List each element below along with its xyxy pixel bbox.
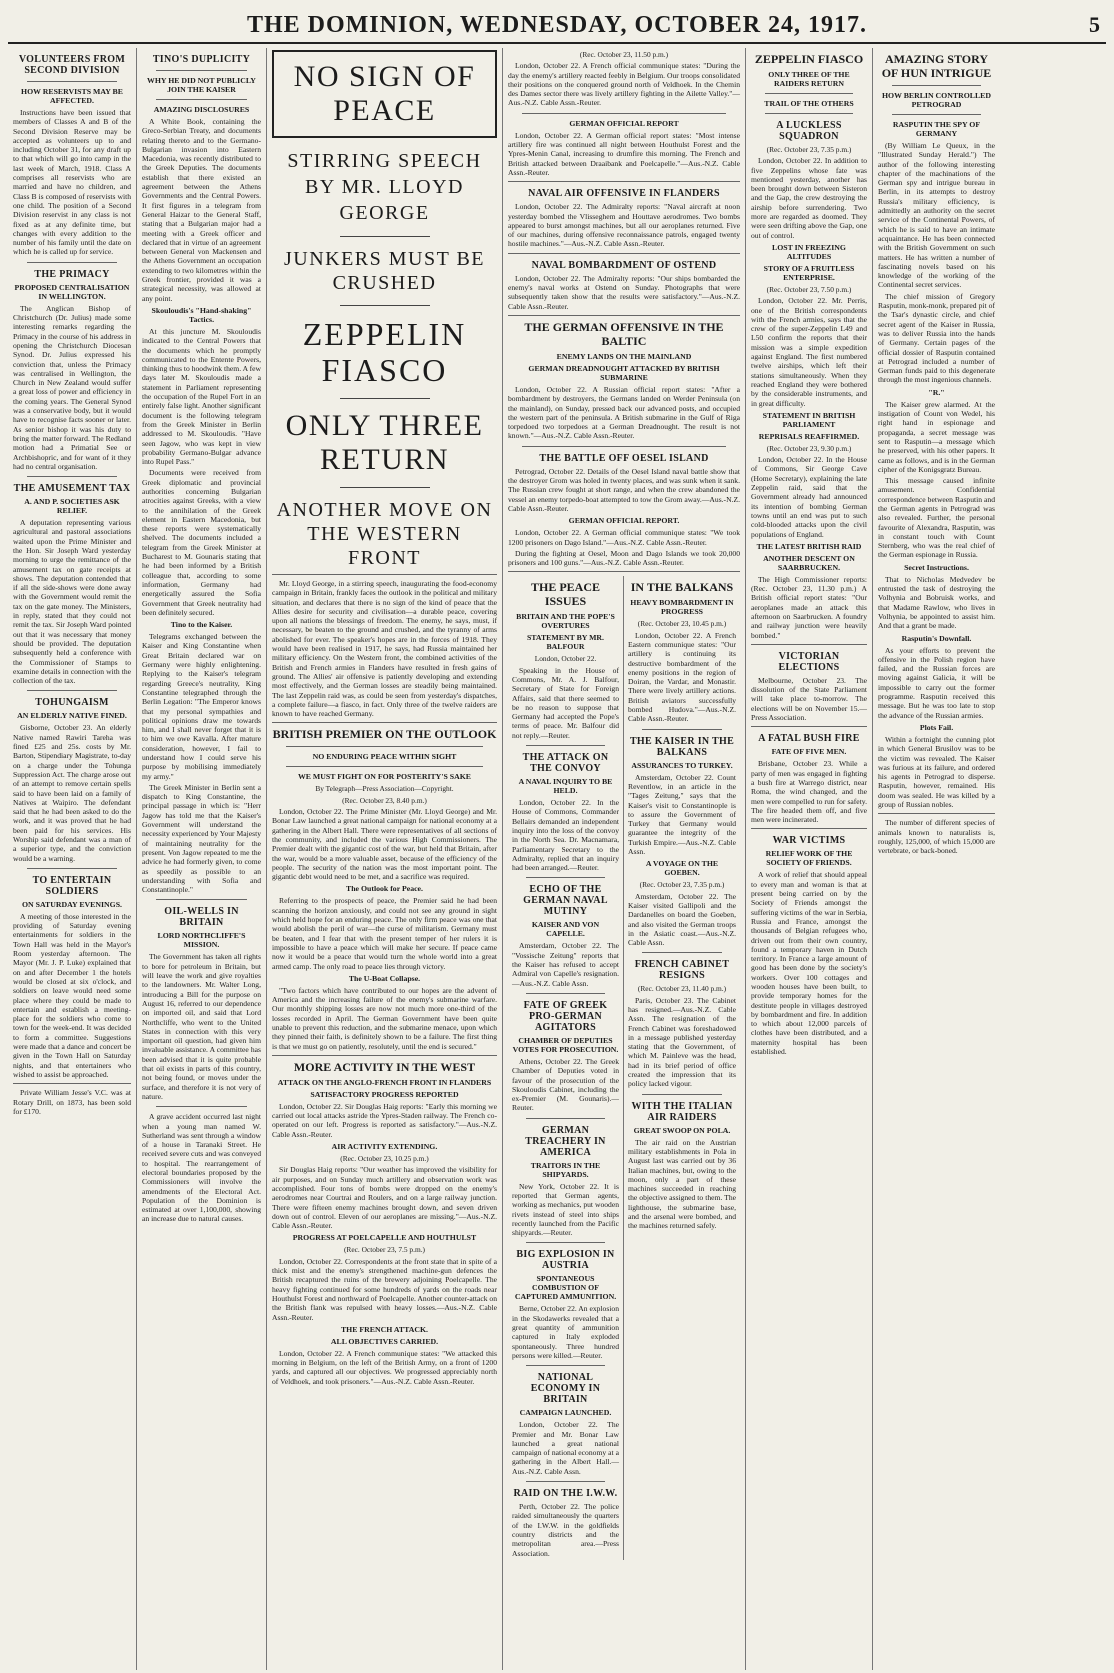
headline: GERMAN TREACHERY IN AMERICA	[525, 1124, 606, 1158]
divider	[340, 398, 430, 399]
subheadline: SATISFACTORY PROGRESS REPORTED	[310, 1089, 459, 1099]
article-body: Brisbane, October 23. While a party of men was engaged in fighting a bush fire at Warrego district, near Roma, the wind changed, and the men were compelled to run for safety. The fire headed them off, and five men were incinerated.	[751, 759, 867, 825]
divider	[27, 868, 117, 869]
divider	[27, 690, 117, 691]
column-2	[137, 48, 267, 1670]
subheadline: TRAIL OF THE OTHERS	[764, 99, 854, 108]
subheadline: Tino to the Kaiser.	[170, 620, 233, 630]
subheadline: AIR ACTIVITY EXTENDING.	[331, 1142, 438, 1152]
dateline: (Rec. October 23, 7.35 p.m.)	[766, 145, 852, 154]
headline: OIL-WELLS IN BRITAIN	[164, 906, 239, 929]
divider	[508, 315, 740, 316]
headline: TINO'S DUPLICITY	[152, 54, 251, 65]
article-body: (By William Le Queux, in the "Illustrated Sunday Herald.") The author of the following interesting chapter of the machinations of the German spy and intrigue bureau in Berlin, in its attempts to destroy Russia's military efficiency, is admittedly an authority on the secret service of the Continental Powers, of which he is said to have an intimate acquaintance. He has been connected with the British Government on such matters. He has written a number of fascinating novels based on his knowledge of the working of the Continental secret services.	[878, 141, 995, 290]
divider	[286, 746, 483, 747]
article-body: During the fighting at Oesel, Moon and Dago Islands we took 20,000 prisoners and 100 guns."—Aus.-N.Z. Cable Assn.-Reuter.	[508, 548, 740, 568]
subheadline: Skouloudis's "Hand-shaking" Tactics.	[151, 305, 252, 324]
divider	[526, 1118, 605, 1119]
subheadline: Rasputin's Downfall.	[901, 633, 972, 643]
dateline: (Rec. October 23, 10.25 p.m.)	[340, 1154, 429, 1164]
article-body: The chief mission of Gregory Rasputin, monk-monk, prepared pit of the Tsar's dynastic circle, and chief secret agent of the Kaiser in Russia, was to deliver Russia into the hands of Germany. Certain pages of the official dossier of Rasputin contained at Petrograd included a number of German funds paid to this degenerate through the most ingenious channels.	[878, 291, 995, 385]
headline: IN THE BALKANS	[630, 580, 734, 595]
article-body: A grave accident occurred last night when a young man named W. Sutherland was sent through a window of a house in Taranaki Street. He received severe cuts and was conveyed to hospital. The rearrangement of electoral boundaries proposed by the Commissioners will involve the amendments of the Electoral Act. Population of the Dominion is estimated at over 1,100,000, showing an increase due to natural causes.	[142, 1112, 261, 1224]
subheadline: CAMPAIGN LAUNCHED.	[519, 1408, 612, 1418]
subheadline: SPONTANEOUS COMBUSTION OF CAPTURED AMMUNITION.	[514, 1274, 617, 1302]
article-body: A meeting of those interested in the providing of Saturday evening entertainments for soldiers in the Town Hall was held in the Mayor's Room yesterday afternoon. The Mayor (Mr. J. P. Luke) explained that on and after December 1 the hotels would be closed at six o'clock, and soldiers on leave would need some place where they could be made to entertain and establish a meeting-place for the soldiers who come to town for the week-end. It was decided to form a committee. Suggestions were made that a dance and concert be given in the Town Hall on Saturday nights, and that entertainers who wished to assist be approached.	[13, 911, 131, 1079]
headline: THE BATTLE OFF OESEL ISLAND	[539, 452, 709, 464]
article-body: As your efforts to prevent the offensive in the Polish region have failed, and the Russian forces are moving against Galicia, it will be impossible to carry out the former programme. Rasputin received this message. But he was too late to stop the advance of the Russian armies.	[878, 645, 995, 720]
article-body: A deputation representing various agricultural and pastoral associations waited upon the Prime Minister and the Hon. Sir Joseph Ward yesterday morning to urge the remittance of the amusement tax on gate receipts at shows. The deputation contended that if all the side-shows were done away with the Government would remit the tax on the gate money. The Ministers, in reply, stated that they could not remit the tax. Sir Joseph Ward pointed out that it was necessary that money should be provided. The deputation subsequently held a conference with the Commissioner of Stamps to examine details in connection with the collection of the tax.	[13, 518, 131, 686]
article-body: London, October 22. A French Eastern communique states: "Our artillery is continuing its destructive bombardment of the enemy positions in the region of Doiran, the Vardar, and Monastir. There were lively artillery actions. British aviators successfully bombed Hudova."—Aus.-N.Z. Cable Assn.-Reuter.	[628, 630, 736, 724]
dateline: (Rec. October 23, 10.45 p.m.)	[637, 619, 727, 629]
article-body: Berne, October 22. An explosion in the Skodawerks revealed that a great quantity of ammunition captured in Italy exploded spontaneously. Three hundred persons were killed.—Reuter.	[512, 1304, 619, 1360]
article-body: Amsterdam, October 22. The Kaiser visited Gallipoli and the Dardanelles on board the Goeben, and also visited the German troops in the Asiatic coast.—Aus.-N.Z. Cable Assn.	[628, 891, 736, 948]
divider	[751, 726, 867, 727]
article-body: A work of relief that should appeal to every man and woman is that at present being carried on by the Society of Friends amongst the suffering victims of the war in Serbia, Russia and France, amongst the thousands of Belgian refugees who, driven out from their own country, found a temporary haven in Dutch territory. In France a large amount of good has been done by the society's workers. Over 100 cottages and wooden houses have been built, to provide temporary homes for the destitute people in villages destroyed by bombardment and fire. In addition to which about 12,000 parcels of clothes have been distributed, and a maternity hospital has been established.	[751, 870, 867, 1057]
article-body: Sir Douglas Haig reports: "Our weather has improved the visibility for air purposes, and on Sunday much artillery and observation work was accomplished. Four tons of bombs were dropped on the enemy's aerodromes near Courtrai and Roulers, and on a large railway junction. There were fifteen enemy machines brought down, and seven driven down out of control. Eleven of our aeroplanes are missing."—Aus.-N.Z. Cable Assn.-Reuter.	[272, 1165, 497, 1231]
article-body: The High Commissioner reports: (Rec. October 23, 11.30 p.m.) A British official report states: "Our aeroplanes made an attack this afternoon on Saarbrucken. A foundry and railway junction were heavily bombed."	[751, 574, 867, 640]
divider	[526, 1365, 605, 1366]
headline: THE AMUSEMENT TAX	[13, 483, 131, 495]
headline: TOHUNGAISM	[35, 697, 109, 709]
subheadline: HOW BERLIN CONTROLLED PETROGRAD	[881, 91, 992, 109]
divider	[642, 1094, 722, 1095]
subheadline: WHY HE DID NOT PUBLICLY JOIN THE KAISER	[147, 76, 256, 94]
divider	[765, 113, 853, 114]
article-body: London, October 22. In the House of Commons, Commander Bellairs demanded an independent inquiry into the loss of the convoy in the North Sea. Dr. Macnamara, Parliamentary Secretary to the Admiralty, replied that an inquiry had been arranged.—Reuter.	[512, 798, 619, 873]
article-body: Amsterdam, October 22. Count Reventlow, in an article in the "Tages Zeitung," says that the Kaiser's visit to Constantinople is to assure the Government of Turkey that Germany would guarantee the integrity of the Turkish Empire.—Aus.-N.Z. Cable Assn.	[628, 772, 736, 857]
subheadline: PROPOSED CENTRALISATION IN WELLINGTON.	[14, 282, 130, 301]
article-body: London, October 22. Mr. Perris, one of the British correspondents with the French armies, says that the crew of the super-Zeppelin L49 and L50 confirm the reports that their mission was a simple expedition against England. The first numbered twelve airships, which left their stations simultaneously. When they reached England they were bothered by the considerable instruments, and in great difficulty.	[751, 296, 867, 408]
headline: ZEPPELIN FIASCO	[754, 52, 864, 66]
subheadline: Secret Instructions.	[904, 562, 969, 572]
column-4	[503, 48, 746, 1670]
divider	[526, 877, 605, 878]
subheadline: STORY OF A FRUITLESS ENTERPRISE.	[763, 263, 855, 282]
divider	[526, 745, 605, 746]
divider	[272, 722, 497, 723]
subheadline: The U-Boat Collapse.	[348, 973, 421, 983]
divider	[272, 1055, 497, 1056]
headline: AMAZING STORY OF HUN INTRIGUE	[881, 52, 992, 80]
divider	[892, 85, 981, 86]
subheadline: GERMAN DREADNOUGHT ATTACKED BY BRITISH SUBMARINE	[528, 363, 720, 382]
article-body: London, October 22. Sir Douglas Haig reports: "Early this morning we carried out local attacks astride the Ypres-Staden railway. The French co-operated on our left. Progress is reported as satisfactory."—Aus.-N.Z. Cable Assn.-Reuter.	[272, 1101, 497, 1139]
subheadline: ANOTHER DESCENT ON SAARBRUCKEN.	[763, 553, 855, 572]
dateline: (Rec. October 23, 11.50 p.m.)	[579, 50, 669, 59]
article-body: London, October 22. A French official communique states: "During the day the enemy's artillery reacted feebly in Belgium. Our troops consolidated their positions on the conquered ground north of Veldhoek. In the Chemin des Dames sector there was lively artillery fighting in the Ailette Valley."—Aus.-N.Z. Cable Assn.-Reuter.	[508, 61, 740, 108]
masthead	[8, 6, 1106, 44]
subheadline: CHAMBER OF DEPUTIES VOTES FOR PROSECUTION.	[512, 1035, 619, 1054]
split-section	[508, 576, 740, 1559]
dateline: (Rec. October 23, 7.35 p.m.)	[639, 880, 725, 890]
deck-headline: ANOTHER MOVE ON THE WESTERN FRONT	[276, 499, 493, 569]
divider	[526, 1242, 605, 1243]
article-body: The Government has taken all rights to bore for petroleum in Britain, but will leave the work and give royalties to the landowners. Mr. Walter Long, introducing a Bill for the purpose on August 16, referred to our dependence on imported oil, and said that Lord Northcliffe, who went to the United States in connection with this very important oil question, had given him invaluable assistance. A committee has been advised that it is quite probable that oil exists in parts of this country, not being found, or moves under the surface, and therefore it is not very of nature.	[142, 952, 261, 1101]
article-body: London, October 22. A French communique states: "We attacked this morning in Belgium, on the left of the British Army, on a front of 1200 yards, and captured all our objectives. We progressed appreciably north of Veldhoek, and took prisoners."—Aus.-N.Z. Cable Assn.-Reuter.	[272, 1348, 497, 1386]
article-body: That to Nicholas Medvedev be entrusted the task of destroying the Volhynia and Bobruisk works, and that Madame Rawlow, who lives in Volhynia, be appointed to assist him. And that a grant be made.	[878, 574, 995, 631]
subheadline: RELIEF WORK OF THE SOCIETY OF FRIENDS.	[765, 849, 853, 868]
divider	[340, 236, 430, 237]
divider	[156, 70, 247, 71]
article-body: Within a fortnight the cunning plot in which General Brusilov was to be the victim was revealed. The Kaiser was furious at its failure, and ordered his agents in Petrograd to disperse. Rasputin, however, remained. His doom was sealed. He was killed by a group of Russian nobles.	[878, 734, 995, 809]
divider	[27, 476, 117, 477]
article-body: Documents were received from Greek diplomatic and provincial authorities concerning Bulgarian atrocities against Greeks, with a view to the annihilation of the Greek element in Eastern Macedonia, but these reports were systematically shelved. The documents included a telegram from the Greek Minister at Bucharest to M. Gounaris stating that he had been informed by a British colleague that, according to some information, Germany had energetically assured the Sofia Government that Greek neutrality had been definitely secured.	[142, 468, 261, 617]
headline: VOLUNTEERS FROM SECOND DIVISION	[18, 54, 126, 76]
subheadline: A VOYAGE ON THE GOEBEN.	[645, 859, 719, 878]
subheadline: GREAT SWOOP ON POLA.	[633, 1125, 731, 1135]
headline: NATIONAL ECONOMY IN BRITAIN	[530, 1372, 601, 1406]
subheadline: THE FRENCH ATTACK.	[340, 1324, 428, 1334]
column-1	[8, 48, 137, 1670]
divider	[765, 93, 853, 94]
column-5	[746, 48, 873, 1670]
divider	[286, 766, 483, 767]
article-body: London, October 22. The Prime Minister (Mr. Lloyd George) and Mr. Bonar Law launched a great national campaign for national economy at a gathering in the Albert Hall. There were representatives of all sections of the community, and included the various High Commissioners. The Premier dealt with the gigantic cost of the war, but held that Britain, after the war, would be a more valuable asset, because of the efficiency of the people. The security of the nation was the most important point. The gigantic debt would need to be met, and a sacrifice was required.	[272, 807, 497, 882]
subheadline: ON SATURDAY EVENINGS.	[21, 899, 122, 909]
subheadline: RASPUTIN THE SPY OF GERMANY	[892, 120, 981, 138]
divider	[526, 1481, 605, 1482]
subheadline: ASSURANCES TO TURKEY.	[631, 760, 733, 770]
subheadline: REPRISALS REAFFIRMED.	[758, 431, 860, 441]
divider	[508, 571, 740, 572]
subheadline: HEAVY BOMBARDMENT IN PROGRESS	[630, 598, 734, 617]
article-body: Referring to the prospects of peace, the Premier said he had been scanning the horizon anxiously, and could not see any ground in sight which held hope for an enduring peace. The only firm peace was one that would abolish the peril of war—the curse of militarism. Germany must be beaten, and I fear that with the present temper of her rulers it is impossible to have a peace which will make her secure. If peace came now it would be a peace that would turn the whole world into a great armed camp. The only road to peace lies through victory.	[272, 896, 497, 971]
divider	[156, 1106, 247, 1107]
dateline: (Rec. October 23, 7.5 p.m.)	[343, 1245, 426, 1255]
article-body: London, October 22. A Russian official report states: "After a bombardment by destroyers, the Germans landed on Werder Peninsula (on the mainland), on Sunday, pressed back our advanced posts, and occupied the western part of the peninsula. A British submarine in the Gulf of Riga torpedoed two torpedoes at a German Dreadnought. The result is not known."—Aus.-N.Z. Cable Assn.-Reuter.	[508, 384, 740, 441]
deck-headline: ZEPPELIN FIASCO	[302, 316, 467, 388]
subheadline: LORD NORTHCLIFFE'S MISSION.	[157, 931, 246, 950]
headline: TO ENTERTAIN SOLDIERS	[32, 874, 112, 897]
headline: NAVAL AIR OFFENSIVE IN FLANDERS	[528, 188, 720, 200]
divider	[156, 99, 247, 100]
subheadline: ATTACK ON THE ANGLO-FRENCH FRONT IN FLANDERS	[277, 1077, 492, 1087]
headline: NAVAL BOMBARDMENT OF OSTEND	[531, 259, 717, 271]
dateline: (Rec. October 23, 8.40 p.m.)	[342, 795, 427, 805]
headline: MORE ACTIVITY IN THE WEST	[293, 1059, 476, 1074]
divider	[522, 446, 726, 447]
split-left	[508, 576, 624, 1559]
headline: VICTORIAN ELECTIONS	[778, 650, 840, 673]
article-body: London, October 22. The Admiralty reports: "Naval aircraft at noon yesterday bombed the Vlisseghem and Houttave aerodromes. Two bombs appeared to burst amongst machines, but all our aeroplanes returned. Five of our machines, during offensive reconnaissance patrols, engaged twenty hostile machines."—Aus.-N.Z. Cable Assn.-Reuter.	[508, 202, 740, 249]
article-body: New York, October 22. It is reported that German agents, working as mechanics, put wooden rivets instead of steel into ships recently launched from the Pacific shipyards.—Reuter.	[512, 1181, 619, 1238]
dateline: By Telegraph—Press Association—Copyright.	[315, 784, 454, 794]
headline: ECHO OF THE GERMAN NAVAL MUTINY	[523, 884, 608, 918]
headline: WAR VICTIMS	[772, 835, 846, 847]
divider	[526, 993, 605, 994]
divider	[13, 1083, 131, 1084]
headline: FRENCH CABINET RESIGNS	[634, 959, 730, 982]
article-body: The number of different species of animals known to naturalists is, roughly, 125,000, of which 15,000 are vertebrate, or back-boned.	[878, 818, 995, 856]
subheadline: The Outlook for Peace.	[346, 884, 423, 894]
article-body: Speaking in the House of Commons, Mr. A. J. Balfour, Secretary of State for Foreign Affairs, said that there seemed to be no reason to suppose that Germany had accepted the Pope's terms of peace. Mr. Balfour did not reply.—Reuter.	[512, 665, 619, 740]
divider	[156, 899, 247, 900]
column-6	[873, 48, 1000, 1670]
article-body: London, October 22. In the House of Commons, Sir George Cave (Home Secretary), explaining the late Zeppelin raid, said that the Government already had announced its intention of bombing German towns until an end was put to such cold-blooded attacks upon the civil populations of England.	[751, 455, 867, 539]
divider	[892, 114, 981, 115]
divider	[508, 253, 740, 254]
divider	[751, 828, 867, 829]
article-body: Telegrams exchanged between the Kaiser and King Constantine when Great Britain declared war on Germany were highly enlightening. Replying to the Kaiser's telegram regarding Greece's neutrality, King Constantine telegraphed through the Berlin Legation: "The Emperor knows that my personal sympathies and political opinions draw me towards him, and I shall never forget that it is to him we owe Kavalla. After mature consideration, however, I fail to understand how I could serve his purpose by mobilising immediately my army."	[142, 632, 261, 781]
article-body: Petrograd, October 22. Details of the Oesel Island naval battle show that the destroyer Grom was holed in twenty places, and was sunk when it sank. The Russian crew fought at short range, and when the crew abandoned the vessel an enemy torpedo-boat attempted to tow the Grom away.—Aus.-N.Z. Cable Assn.-Reuter.	[508, 466, 740, 513]
subheadline: AN ELDERLY NATIVE FINED.	[17, 711, 127, 721]
split-right	[624, 576, 740, 1559]
subheadline: PROGRESS AT POELCAPELLE AND HOUTHULST	[292, 1233, 477, 1243]
divider	[27, 262, 117, 263]
divider	[27, 81, 117, 82]
divider	[272, 574, 497, 575]
headline: BRITISH PREMIER ON THE OUTLOOK	[272, 727, 497, 742]
subheadline: LOST IN FREEZING ALTITUDES	[772, 242, 846, 261]
subheadline: ALL OBJECTIVES CARRIED.	[330, 1336, 439, 1346]
article-body: "Two factors which have contributed to our hopes are the advent of America and the increasing failure of the enemy's submarine warfare. Our monthly shipping losses are now not much more one-third of the losses recorded in April. The German Government have been quite unable to prevent this reduction, and the submarine menace, upon which they pinned their faith, is definitely shown to be a failure. The first thing is that we must go on patiently, resolutely, until the end is secured."	[272, 985, 497, 1051]
article-body: The air raid on the Austrian military establishments in Pola in August last was carried out by 36 Italian machines, but, owing to the moon, only a part of these machines succeeded in reaching the objective assigned to them. The lighthouse, the submarine base, and the arsenal were bombed, and the machines returned safely.	[628, 1137, 736, 1231]
divider	[878, 813, 995, 814]
subheadline: WE MUST FIGHT ON FOR POSTERITY'S SAKE	[297, 772, 471, 782]
divider	[340, 305, 430, 306]
subheadline: GERMAN OFFICIAL REPORT.	[568, 516, 680, 526]
subheadline: TRAITORS IN THE SHIPYARDS.	[530, 1160, 601, 1179]
article-body: Perth, October 22. The police raided simultaneously the quarters of the I.W.W. in the goldfields country districts and the metropolitan area.—Press Association.	[512, 1502, 619, 1558]
article-body: London, October 22. A German official report states: "Most intense artillery fire was continued all night between Houthulst Forest and the Ypres-Menin Canal, increasing to drumfire this morning. The French and British attacked between Draaibank and Poelcapelle."—Aus.-N.Z. Cable Assn.-Reuter.	[508, 130, 740, 177]
divider	[340, 487, 430, 488]
subheadline: FATE OF FIVE MEN.	[771, 747, 847, 757]
subheadline: A NAVAL INQUIRY TO BE HELD.	[518, 777, 613, 796]
headline: THE GERMAN OFFENSIVE IN THE BALTIC	[524, 319, 724, 348]
deck-headline: STIRRING SPEECH BY MR. LLOYD GEORGE	[287, 150, 482, 224]
article-body: London, October 22. Correspondents at the front state that in spite of a thick mist and the enemy's strengthened machine-gun defences the British recaptured the ruins of the brewery adjoining Poelcapelle. The heavy fighting continued for some hundreds of yards on the roads near Houthulst Forest and northward of Poelcapelle. Another counter-attack on the British flank was repulsed with heavy losses.—Aus.-N.Z. Cable Assn.-Reuter.	[272, 1256, 497, 1322]
headline: FATE OF GREEK PRO-GERMAN AGITATORS	[523, 999, 608, 1033]
article-body: Melbourne, October 23. The dissolution of the State Parliament will take place to-morrow. The elections will be on November 15.—Press Association.	[751, 675, 867, 723]
article-body: Private William Jesse's V.C. was at Rotary Drill, on 1873, has been sold for £170.	[13, 1088, 131, 1116]
article-body: London, October 22. A German official communique states: "We took 1200 prisoners on Dago Island."—Aus.-N.Z. Cable Assn.-Reuter.	[508, 528, 740, 547]
article-body: London, October 22. The Premier and Mr. Bonar Law launched a great national campaign of national economy at a gathering in the Albert Hall.—Aus.-N.Z. Cable Assn.	[512, 1420, 619, 1476]
article-body: The Kaiser grew alarmed. At the instigation of Count von Wedel, his right hand in espionage and propaganda, a secret message was sent to Rasputin—a message which he preserved, with his other papers. It came as follows, and is in the German cipher of the Konigsgratz Bureau.	[878, 399, 995, 474]
article-intro: Mr. Lloyd George, in a stirring speech, inaugurating the food-economy campaign in Britain, frankly faces the outlook in the political and military situation, and declares that there is no sign of the kind of peace that the Allies desire for security and civilisation—a durable peace, covering upon all nations the blessings of freedom. The enemy, he says, must, if necessary, be beaten to the ground and crushed, and the tyranny of arms abolished for ever. The speaker's hopes are in the forces of 1918. They would have been realised in 1917, he says, had Russia maintained her military efficiency. On the Western front, the combined activities of the British and French armies in Flanders have resulted in fresh gains of ground. The Allies' air offensive is patiently developing and extending most effectively, and the German losses are steadily being maintained. The last Zeppelin raid was, as could be seen from yesterday's dispatches, a complete failure—a fiasco, in fact. Only three of the twelve raiders are known to have reached Germany.	[272, 579, 497, 719]
headline: WITH THE ITALIAN AIR RAIDERS	[631, 1100, 733, 1123]
subheadline: BRITAIN AND THE POPE'S OVERTURES	[516, 612, 615, 631]
article-body: The Anglican Bishop of Christchurch (Dr. Julius) made some interesting remarks regarding the Primacy in the course of his address in opening the Christchurch Diocesan Synod. Dr. Julius expressed his conviction that, unless the Primacy was centralised in Wellington, the Church in New Zealand would suffer a great loss of power and efficiency in the coming years. The General Synod was a conservative body, but it would have to recognise facts sooner or later. As senior bishop it was his duty to bring the matter forward. The Redland motion had a Primatial See or Archbishopric, and for want of it they had no central organisation.	[13, 303, 131, 471]
dateline: (Rec. October 23, 11.40 p.m.)	[637, 984, 727, 994]
subheadline: "R."	[928, 387, 945, 397]
subheadline: A. AND P. SOCIETIES ASK RELIEF.	[24, 497, 120, 516]
divider	[508, 181, 740, 182]
headline: A LUCKLESS SQUADRON	[776, 120, 842, 142]
masthead-title: THE DOMINION, WEDNESDAY, OCTOBER 24, 1917.	[246, 12, 868, 38]
subheadline: STATEMENT BY MR. BALFOUR	[526, 633, 605, 652]
divider	[522, 113, 726, 114]
headline: THE ATTACK ON THE CONVOY	[522, 752, 609, 775]
subheadline: AMAZING DISCLOSURES	[153, 105, 250, 114]
subheadline: ENEMY LANDS ON THE MAINLAND	[556, 351, 692, 361]
subheadline: GERMAN OFFICIAL REPORT	[569, 118, 679, 128]
headline: THE KAISER IN THE BALKANS	[629, 735, 735, 758]
subheadline: NO ENDURING PEACE WITHIN SIGHT	[312, 752, 457, 762]
deck-headline: ONLY THREE RETURN	[285, 409, 484, 476]
subheadline: KAISER AND VON CAPELLE.	[531, 920, 600, 939]
subheadline: Plots Fail.	[919, 722, 954, 732]
article-body: A White Book, containing the Greco-Serbian Treaty, and documents relating thereto and to the Germano-Bulgarian invasion into Eastern Macedonia, was recently distributed to the Greek Deputies. The documents establish that there existed an agreement between the Athens Governments and the Central Powers. It first figures in a telegram from General Haizar to the General Staff, stating that a Bulgarian major had a meeting with a Greek officer and declared that in virtue of an agreement between General von Mackensen and the Athens Government an occupation extending to two kilometres within the Greek frontier, provided it was a strategical necessity, was allowed at any point.	[142, 117, 261, 303]
article-body: London, October 22. In addition to five Zeppelins whose fate was mentioned yesterday, another has been brought down between Sisteron and the Gap, the crew destroying the airship before surrendering. Two more are regarded as doomed. They were seen drifting above the Gap, one out of control.	[751, 156, 867, 240]
headline: BIG EXPLOSION IN AUSTRIA	[516, 1249, 615, 1272]
headline: A FATAL BUSH FIRE	[758, 733, 860, 745]
subheadline: STATEMENT IN BRITISH PARLIAMENT	[762, 410, 856, 429]
article-body: Amsterdam, October 22. The "Vossische Zeitung" reports that the Kaiser has refused to accept Admiral von Capelle's resignation.—Aus.-N.Z. Cable Assn.	[512, 941, 619, 988]
article-body: Athens, October 22. The Greek Chamber of Deputies voted in favour of the prosecution of the Skouloudis Cabinet, including the ex-Premier (M. Gounaris).—Reuter.	[512, 1056, 619, 1113]
article-body: Instructions have been issued that members of Classes A and B of the Second Division Reserve may be accepted as volunteers up to and including October 31, for any draft up to that which will go into camp in the last week of March, 1918. Class A comprises all reservists who are married and have no children, and Class B is composed of reservists with one child. The position of a Second Division reservist in any class is not fixed as at any definite time, but changes with every addition to the number of his family until the date on which he is called up for service.	[13, 108, 131, 257]
subheadline: ONLY THREE OF THE RAIDERS RETURN	[768, 70, 850, 88]
deck-headline: JUNKERS MUST BE CRUSHED	[283, 248, 486, 294]
article-body: Gisborne, October 23. An elderly Native named Rawiri Tareha was fined £25 and 25s. costs by Mr. Barton, Stipendiary Magistrate, to-day on a charge under the Tohunga Suppression Act. The charge arose out of an attempt to remove certain spells said to have been laid on a family of Natives at Waipiro. The defendant said that he had been asked to do the work, and it was proved that he had been paid for his services. His Worship said defendant was a man of a superior type, and the conviction would be a warning.	[13, 723, 131, 863]
page-number: 5	[1089, 12, 1100, 37]
column-3	[267, 48, 503, 1670]
dateline: (Rec. October 23, 7.50 p.m.)	[766, 284, 852, 294]
article-body: This message caused infinite amusement. Confidential correspondence between Rasputin and the German agents in Petrograd was also revealed. Further, the personal favourite of Alexandra, Rasputin, was in constant touch with Count Sternberg, who was the real chief of the German espionage in Russia.	[878, 476, 995, 560]
headline: THE PEACE ISSUES	[530, 580, 600, 609]
columns	[8, 48, 1106, 1670]
dateline: (Rec. October 23, 9.30 p.m.)	[766, 443, 852, 453]
divider	[751, 644, 867, 645]
divider	[642, 729, 722, 730]
subheadline: THE LATEST BRITISH RAID	[756, 541, 862, 551]
article-body: At this juncture M. Skouloudis indicated to the Central Powers that the documents which he promptly communicated to the Entente Powers, thinking thus to hoodwink them. A few days later M. Skouloudis made a statement in Parliament representing the occupation of the Rupel Fort in an entirely false light. Another significant document is the following telegram from the Greek Minister in Berlin addressed to M. Skouloudis. "Have seen Jagow, who was kept in view probability Germano-Bulgar advance into Rupel Pass."	[142, 326, 261, 467]
divider	[642, 952, 722, 953]
article-body: The Greek Minister in Berlin sent a dispatch to King Constantine, the principal passage in which is: "Herr Jagow has told me that the Kaiser's Government will understand the necessity experienced by Your Majesty of maintaining neutrality for the present. Von Jagow repeated to me the advice he had formerly given, to come as speedily as possible to an understanding with Sofia and Constantinople."	[142, 782, 261, 895]
main-headline: NO SIGN OF PEACE	[272, 50, 497, 138]
subheadline: HOW RESERVISTS MAY BE AFFECTED.	[21, 87, 123, 105]
dateline: London, October 22.	[534, 654, 597, 664]
article-body: London, October 22. The Admiralty reports: "Our ships bombarded the enemy's naval works at Ostend on Sunday. Photographs that were subsequently taken show that the results were satisfactory."—Aus.-N.Z. Cable Assn.-Reuter.	[508, 273, 740, 311]
headline: THE PRIMACY	[34, 268, 110, 280]
article-body: Paris, October 23. The Cabinet has resigned.—Aus.-N.Z. Cable Assn. The resignation of the French Cabinet was foreshadowed in a message published yesterday stating that the Government, of which M. Painleve was the head, had in its brief period of office created the impression that its policy lacked vigour.	[628, 995, 736, 1089]
headline: RAID ON THE I.W.W.	[513, 1488, 618, 1500]
